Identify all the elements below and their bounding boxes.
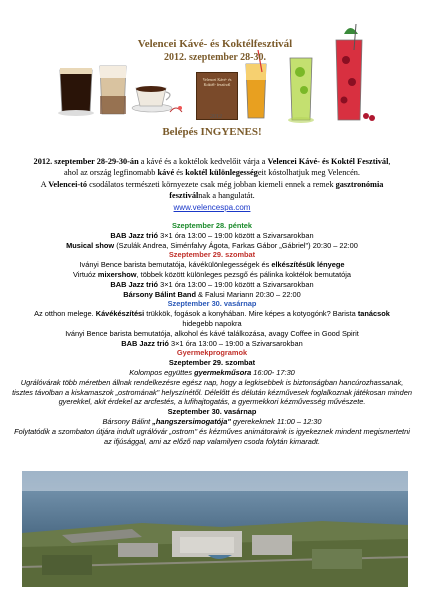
intro-festival-name: Velencei Kávé- és Koktél Fesztivál — [267, 157, 389, 166]
day3-line-2: hidegebb napokra — [182, 318, 242, 328]
intro-line-2 — [26, 167, 398, 178]
line-bold: elkészítésük lényege — [271, 260, 345, 270]
intro-festival-word: fesztivál — [169, 191, 199, 201]
intro-date: 2012. szeptember 28-29-30-án — [33, 157, 139, 166]
aerial-photo — [22, 471, 408, 587]
festival-date: 2012. szeptember 28-30. — [163, 52, 267, 63]
day2-heading: Szeptember 29. szombat — [168, 250, 256, 260]
line-italic: gyerekeknek 11:00 – 12:30 — [230, 416, 322, 426]
festival-logo — [196, 72, 238, 120]
kids-sat-paragraph — [10, 378, 414, 407]
line-bold: gyermekműsora — [194, 367, 252, 377]
bab-jazz-trio: BAB Jazz trió — [121, 338, 169, 348]
intro-specialty: koktél különlegesség — [185, 168, 258, 178]
line-italic: Ugrálóvárak több méretben állnak rendelkezésre egész nap, hogy a legkisebbek is biztonságban hancúrozhassanak, tisztes távolban a kiskamaszok „ostromának" helyszínétől. Délelőtt és délután kézművesek foglalkoznak játékosan minden gyerekkel, akit érdekel az arcfestés, a lufihajtogatás, a gyermekkori kézművesség — [12, 377, 412, 407]
intro-text-span: eit kóstolhatjuk meg Velencén. — [257, 168, 360, 178]
kids-programs-heading: Gyermekprogramok — [176, 348, 248, 358]
intro-text-span: A — [40, 179, 49, 189]
line-text: (Szulák Andrea, Siménfalvy Ágota, Farkas Gábor „Gábriel") 20:30 – 22:00 — [114, 240, 358, 250]
kids-sun-line-1 — [10, 417, 414, 427]
line-text: Virtuóz — [72, 269, 98, 279]
musical-show: Musical show — [66, 240, 115, 250]
intro-text-span: nak a hangulatát. — [198, 191, 255, 201]
intro-comma: , — [388, 157, 391, 166]
intro-gastronomy: gasztronómia — [335, 179, 384, 189]
kids-sun-paragraph — [10, 427, 414, 447]
intro-text-span: a kávé és a koktélok kedvelőit várja a — [138, 157, 268, 166]
line-text: trükkök, fogások a konyhában. Mire képes a kotyogónk? Barista — [144, 309, 358, 319]
line-italic: Bársony Bálint — [102, 416, 153, 426]
intro-coffee: kávé — [157, 168, 175, 178]
line-italic: Kolompos együttes — [129, 367, 195, 377]
raspberries-icon — [363, 113, 375, 121]
intro-line-1 — [26, 156, 398, 167]
line-text: & Falusi Mariann 20:30 – 22:00 — [195, 289, 301, 299]
coffee-cup-icon — [132, 86, 172, 112]
espresso-glass-icon — [58, 68, 94, 116]
day1-line-2 — [10, 241, 414, 251]
logo-text: Velencei Kávé- és Koktél- fesztivál — [202, 77, 232, 87]
line-italic: 16:00- 17:30 — [251, 367, 295, 377]
bab-jazz-trio: BAB Jazz trió — [110, 230, 159, 240]
day3-heading: Szeptember 30. vasárnap — [167, 299, 257, 309]
kids-sun-heading: Szeptember 30. vasárnap — [167, 407, 257, 417]
cocktail-lime-icon — [288, 58, 314, 123]
intro-line-4 — [26, 190, 398, 201]
day3-line-4 — [10, 339, 414, 349]
line-bold: „hangszersimogatója" — [152, 416, 231, 426]
festival-title: Velencei Kávé- és Koktélfesztivál — [137, 38, 293, 50]
barsony-balint-band: Bársony Bálint Band — [123, 289, 196, 299]
intro-line-3 — [26, 179, 398, 190]
logo-year: 2012 — [210, 114, 222, 120]
line-text: 3×1 óra 13:00 – 19:00 között a Szivarsarokban — [158, 230, 314, 240]
kids-sat-line-1 — [10, 368, 414, 378]
intro-text-span: ahol az ország legfinomabb — [64, 168, 158, 178]
free-entry-heading: Belépés INGYENES! — [162, 126, 262, 138]
line-text: 3×1 óra 13:00 – 19:00 között a Szivarsarokban — [158, 279, 314, 289]
line-text: Iványi Bence barista bemutatója, kávékülönlegességek és — [79, 260, 272, 270]
line-italic: Folytatódik a szombaton útjára indult ugrálóvár „ostrom" és kézműves animátoraink is igyekeznek mindent megismertetni az ifjúsággal, ami az előző nap valamilyen csoda folytán kimaradt. — [14, 426, 410, 446]
mixershow: mixershow — [97, 269, 137, 279]
day2-line-3 — [10, 280, 414, 290]
line-italic: művészete. — [327, 397, 366, 407]
line-text: 3×1 óra 13:00 – 19:00 a Szivarsarokban — [168, 338, 303, 348]
day3-line-3: Iványi Bence barista bemutatója, alkohol és kávé találkozása, avagy Coffee in Good Spirit — [65, 328, 359, 338]
intro-text — [26, 156, 398, 213]
day1-heading: Szeptember 28. péntek — [171, 221, 253, 230]
line-bold: Kávékészítési — [95, 309, 145, 319]
day1-line-1 — [10, 231, 414, 241]
program-schedule — [10, 221, 414, 446]
intro-text-span: csodálatos természeti környezete csak még jobban kiemeli ennek a remek — [87, 179, 336, 189]
website-link[interactable]: www.velencespa.com — [173, 202, 251, 212]
cocktail-berry-icon — [336, 24, 362, 120]
line-text: , többek között különleges pezsgő és pálinka koktélok bemutatója — [136, 269, 351, 279]
kids-sat-heading: Szeptember 29. szombat — [168, 358, 256, 368]
day2-line-4 — [10, 290, 414, 300]
day2-line-1 — [10, 260, 414, 270]
intro-lake: Velencei-tó — [48, 179, 88, 189]
bab-jazz-trio: BAB Jazz trió — [110, 279, 159, 289]
line-bold: tanácsok — [357, 309, 390, 319]
intro-text-span: és — [174, 168, 186, 178]
line-text: Az otthon melege. — [34, 309, 96, 319]
day3-line-1 — [10, 309, 414, 319]
day2-line-2 — [10, 270, 414, 280]
latte-glass-icon — [100, 66, 126, 114]
intro-line-5 — [26, 202, 398, 213]
